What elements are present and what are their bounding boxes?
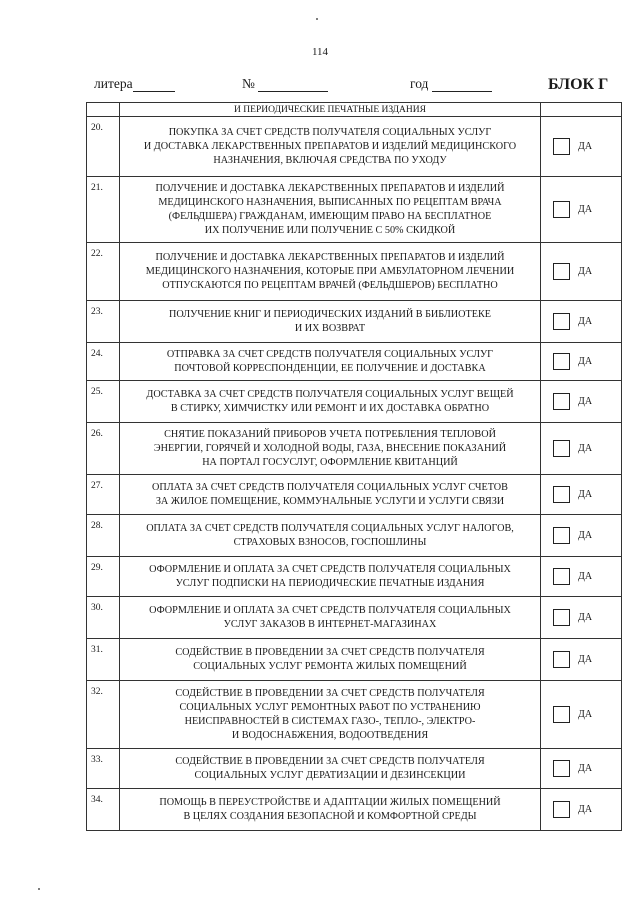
yes-checkbox[interactable] (553, 486, 570, 503)
service-description-line: СТРАХОВЫХ ВЗНОСОВ, ГОСПОШЛИНЫ (233, 536, 427, 548)
option-cell (541, 557, 622, 597)
option-cell (541, 515, 622, 557)
yes-label: ДА (578, 489, 593, 500)
yes-checkbox[interactable] (553, 651, 570, 668)
table-row (87, 423, 622, 475)
service-description-line: ПОЧТОВОЙ КОРРЕСПОНДЕНЦИИ, ЕЕ ПОЛУЧЕНИЕ И ДОСТАВКА (174, 362, 486, 374)
yes-option[interactable] (541, 527, 621, 544)
year-label: год (410, 76, 429, 91)
option-cell (541, 243, 622, 301)
service-description-line: ПОЛУЧЕНИЕ КНИГ И ПЕРИОДИЧЕСКИХ ИЗДАНИЙ В БИБЛИОТЕКЕ (169, 308, 491, 320)
yes-label: ДА (578, 530, 593, 541)
row-number: 20. (87, 117, 120, 177)
service-description (120, 301, 541, 343)
row-number: 33. (87, 749, 120, 789)
services-table (86, 102, 622, 831)
service-description-line: И ИХ ВОЗВРАТ (294, 322, 366, 334)
yes-option[interactable] (541, 201, 621, 218)
yes-checkbox[interactable] (553, 527, 570, 544)
yes-checkbox[interactable] (553, 760, 570, 777)
service-description-line: МЕДИЦИНСКОГО НАЗНАЧЕНИЯ, ВЫПИСАННЫХ ПО РЕЦЕПТАМ ВРАЧА (158, 196, 502, 208)
service-description-line: МЕДИЦИНСКОГО НАЗНАЧЕНИЯ, КОТОРЫЕ ПРИ АМБУЛАТОРНОМ ЛЕЧЕНИИ (145, 265, 515, 277)
service-description-line: В ЦЕЛЯХ СОЗДАНИЯ БЕЗОПАСНОЙ И КОМФОРТНОЙ СРЕДЫ (183, 810, 477, 822)
scan-speck (316, 18, 318, 20)
row-number: 31. (87, 639, 120, 681)
yes-label: ДА (578, 654, 593, 665)
scan-speck (38, 888, 40, 890)
yes-checkbox[interactable] (553, 568, 570, 585)
yes-label: ДА (578, 763, 593, 774)
number-input-line[interactable] (258, 78, 328, 92)
yes-label: ДА (578, 612, 593, 623)
yes-label: ДА (578, 396, 593, 407)
service-description-line: ПОМОЩЬ В ПЕРЕУСТРОЙСТВЕ И АДАПТАЦИИ ЖИЛЫХ ПОМЕЩЕНИЙ (159, 796, 501, 808)
yes-checkbox[interactable] (553, 313, 570, 330)
row-number: 21. (87, 177, 120, 243)
yes-checkbox[interactable] (553, 353, 570, 370)
service-description (120, 343, 541, 381)
table-row (87, 597, 622, 639)
service-description (120, 639, 541, 681)
yes-label: ДА (578, 443, 593, 454)
yes-checkbox[interactable] (553, 138, 570, 155)
row-number: 30. (87, 597, 120, 639)
service-description-line: СОЦИАЛЬНЫХ УСЛУГ РЕМОНТНЫХ РАБОТ ПО УСТРАНЕНИЮ (179, 701, 481, 713)
litera-input-line[interactable] (133, 78, 175, 92)
service-description-line: ДОСТАВКА ЗА СЧЕТ СРЕДСТВ ПОЛУЧАТЕЛЯ СОЦИАЛЬНЫХ УСЛУГ ВЕЩЕЙ (146, 388, 514, 400)
service-description-line: НА ПОРТАЛ ГОСУСЛУГ, ОФОРМЛЕНИЕ КВИТАНЦИЙ (202, 456, 458, 468)
yes-label: ДА (578, 709, 593, 720)
block-label: БЛОК Г (548, 76, 609, 93)
option-cell (541, 639, 622, 681)
yes-label: ДА (578, 266, 593, 277)
row-number: 28. (87, 515, 120, 557)
yes-option[interactable] (541, 651, 621, 668)
table-row (87, 749, 622, 789)
yes-option[interactable] (541, 313, 621, 330)
yes-checkbox[interactable] (553, 393, 570, 410)
service-description (120, 749, 541, 789)
option-cell (541, 789, 622, 831)
row-number: 25. (87, 381, 120, 423)
yes-checkbox[interactable] (553, 609, 570, 626)
service-description-line: ОПЛАТА ЗА СЧЕТ СРЕДСТВ ПОЛУЧАТЕЛЯ СОЦИАЛЬНЫХ УСЛУГ СЧЕТОВ (152, 481, 508, 493)
service-description-line: УСЛУГ ПОДПИСКИ НА ПЕРИОДИЧЕСКИЕ ПЕЧАТНЫЕ ИЗДАНИЯ (175, 577, 485, 589)
table-row (87, 301, 622, 343)
row-number: 32. (87, 681, 120, 749)
yes-label: ДА (578, 141, 593, 152)
yes-option[interactable] (541, 486, 621, 503)
yes-checkbox[interactable] (553, 440, 570, 457)
table-row (87, 557, 622, 597)
continuation-row (87, 103, 622, 117)
number-field (242, 76, 328, 92)
service-description-line: И ВОДОСНАБЖЕНИЯ, ВОДООТВЕДЕНИЯ (231, 729, 429, 741)
yes-option[interactable] (541, 393, 621, 410)
service-description-line: ОФОРМЛЕНИЕ И ОПЛАТА ЗА СЧЕТ СРЕДСТВ ПОЛУЧАТЕЛЯ СОЦИАЛЬНЫХ (149, 563, 511, 575)
service-description-line: ПОЛУЧЕНИЕ И ДОСТАВКА ЛЕКАРСТВЕННЫХ ПРЕПАРАТОВ И ИЗДЕЛИЙ (155, 251, 505, 263)
service-description-line: ПОКУПКА ЗА СЧЕТ СРЕДСТВ ПОЛУЧАТЕЛЯ СОЦИАЛЬНЫХ УСЛУГ (168, 126, 492, 138)
yes-option[interactable] (541, 568, 621, 585)
service-description (120, 515, 541, 557)
year-input-line[interactable] (432, 78, 492, 92)
yes-option[interactable] (541, 801, 621, 818)
service-description-line: ОТПРАВКА ЗА СЧЕТ СРЕДСТВ ПОЛУЧАТЕЛЯ СОЦИАЛЬНЫХ УСЛУГ (166, 348, 494, 360)
yes-option[interactable] (541, 706, 621, 723)
service-description (120, 423, 541, 475)
service-description (120, 177, 541, 243)
service-description-line: ПОЛУЧЕНИЕ И ДОСТАВКА ЛЕКАРСТВЕННЫХ ПРЕПАРАТОВ И ИЗДЕЛИЙ (155, 182, 505, 194)
continuation-text: И ПЕРИОДИЧЕСКИЕ ПЕЧАТНЫЕ ИЗДАНИЯ (120, 103, 541, 117)
service-description-line: И ДОСТАВКА ЛЕКАРСТВЕННЫХ ПРЕПАРАТОВ И ИЗДЕЛИЙ МЕДИЦИНСКОГО (143, 140, 517, 152)
service-description-line: ИХ ПОЛУЧЕНИЕ ИЛИ ПОЛУЧЕНИЕ С 50% СКИДКОЙ (204, 224, 456, 236)
service-description-line: ОПЛАТА ЗА СЧЕТ СРЕДСТВ ПОЛУЧАТЕЛЯ СОЦИАЛЬНЫХ УСЛУГ НАЛОГОВ, (146, 522, 514, 534)
service-description-line: СОЦИАЛЬНЫХ УСЛУГ РЕМОНТА ЖИЛЫХ ПОМЕЩЕНИЙ (193, 660, 467, 672)
service-description-line: ЭНЕРГИИ, ГОРЯЧЕЙ И ХОЛОДНОЙ ВОДЫ, ГАЗА, ВНЕСЕНИЕ ПОКАЗАНИЙ (153, 442, 507, 454)
table-row (87, 243, 622, 301)
option-cell (541, 117, 622, 177)
yes-label: ДА (578, 204, 593, 215)
yes-option[interactable] (541, 760, 621, 777)
yes-option[interactable] (541, 353, 621, 370)
yes-label: ДА (578, 804, 593, 815)
option-cell (541, 597, 622, 639)
service-description (120, 597, 541, 639)
service-description-line: СОДЕЙСТВИЕ В ПРОВЕДЕНИИ ЗА СЧЕТ СРЕДСТВ ПОЛУЧАТЕЛЯ (175, 646, 485, 658)
yes-option[interactable] (541, 440, 621, 457)
row-number: 29. (87, 557, 120, 597)
table-row (87, 343, 622, 381)
row-number: 34. (87, 789, 120, 831)
service-description (120, 475, 541, 515)
service-description (120, 681, 541, 749)
table-row (87, 177, 622, 243)
service-description-line: УСЛУГ ЗАКАЗОВ В ИНТЕРНЕТ-МАГАЗИНАХ (223, 618, 437, 630)
service-description-line: ЗА ЖИЛОЕ ПОМЕЩЕНИЕ, КОММУНАЛЬНЫЕ УСЛУГИ И УСЛУГИ СВЯЗИ (155, 495, 505, 507)
table-row (87, 475, 622, 515)
form-header (94, 76, 609, 96)
yes-option[interactable] (541, 138, 621, 155)
service-description (120, 381, 541, 423)
yes-checkbox[interactable] (553, 201, 570, 218)
option-cell (541, 749, 622, 789)
yes-checkbox[interactable] (553, 801, 570, 818)
year-field (410, 76, 492, 92)
yes-label: ДА (578, 571, 593, 582)
option-cell (541, 301, 622, 343)
yes-checkbox[interactable] (553, 263, 570, 280)
service-description-line: СОДЕЙСТВИЕ В ПРОВЕДЕНИИ ЗА СЧЕТ СРЕДСТВ ПОЛУЧАТЕЛЯ (175, 687, 485, 699)
service-description-line: НАЗНАЧЕНИЯ, ВКЛЮЧАЯ СРЕДСТВА ПО УХОДУ (213, 154, 447, 166)
table-row (87, 515, 622, 557)
service-description-line: СНЯТИЕ ПОКАЗАНИЙ ПРИБОРОВ УЧЕТА ПОТРЕБЛЕНИЯ ТЕПЛОВОЙ (164, 428, 496, 440)
service-description-line: В СТИРКУ, ХИМЧИСТКУ ИЛИ РЕМОНТ И ИХ ДОСТАВКА ОБРАТНО (170, 402, 490, 414)
yes-option[interactable] (541, 609, 621, 626)
litera-field (94, 76, 175, 92)
row-number: 22. (87, 243, 120, 301)
service-description (120, 117, 541, 177)
service-description-line: СОДЕЙСТВИЕ В ПРОВЕДЕНИИ ЗА СЧЕТ СРЕДСТВ ПОЛУЧАТЕЛЯ (175, 755, 485, 767)
service-description-line: НЕИСПРАВНОСТЕЙ В СИСТЕМАХ ГАЗО-, ТЕПЛО-, ЭЛЕКТРО- (184, 715, 476, 727)
row-number: 27. (87, 475, 120, 515)
table-row (87, 789, 622, 831)
table-row (87, 381, 622, 423)
table-row (87, 117, 622, 177)
yes-label: ДА (578, 356, 593, 367)
option-cell (541, 423, 622, 475)
service-description-line: (ФЕЛЬДШЕРА) ГРАЖДАНАМ, ИМЕЮЩИМ ПРАВО НА БЕСПЛАТНОЕ (168, 210, 492, 222)
option-cell (541, 343, 622, 381)
option-cell (541, 381, 622, 423)
row-number: 23. (87, 301, 120, 343)
row-number: 24. (87, 343, 120, 381)
yes-checkbox[interactable] (553, 706, 570, 723)
table-row (87, 639, 622, 681)
option-cell (541, 177, 622, 243)
option-cell (541, 681, 622, 749)
yes-label: ДА (578, 316, 593, 327)
yes-option[interactable] (541, 263, 621, 280)
table-row (87, 681, 622, 749)
litera-label: литера (94, 76, 133, 91)
service-description (120, 557, 541, 597)
service-description (120, 789, 541, 831)
page-number: 114 (311, 46, 329, 58)
row-number: 26. (87, 423, 120, 475)
option-cell (541, 475, 622, 515)
number-label: № (242, 76, 255, 91)
service-description (120, 243, 541, 301)
service-description-line: ОТПУСКАЮТСЯ ПО РЕЦЕПТАМ ВРАЧЕЙ (ФЕЛЬДШЕРОВ) БЕСПЛАТНО (162, 279, 498, 291)
service-description-line: ОФОРМЛЕНИЕ И ОПЛАТА ЗА СЧЕТ СРЕДСТВ ПОЛУЧАТЕЛЯ СОЦИАЛЬНЫХ (149, 604, 511, 616)
service-description-line: СОЦИАЛЬНЫХ УСЛУГ ДЕРАТИЗАЦИИ И ДЕЗИНСЕКЦИИ (194, 769, 466, 781)
